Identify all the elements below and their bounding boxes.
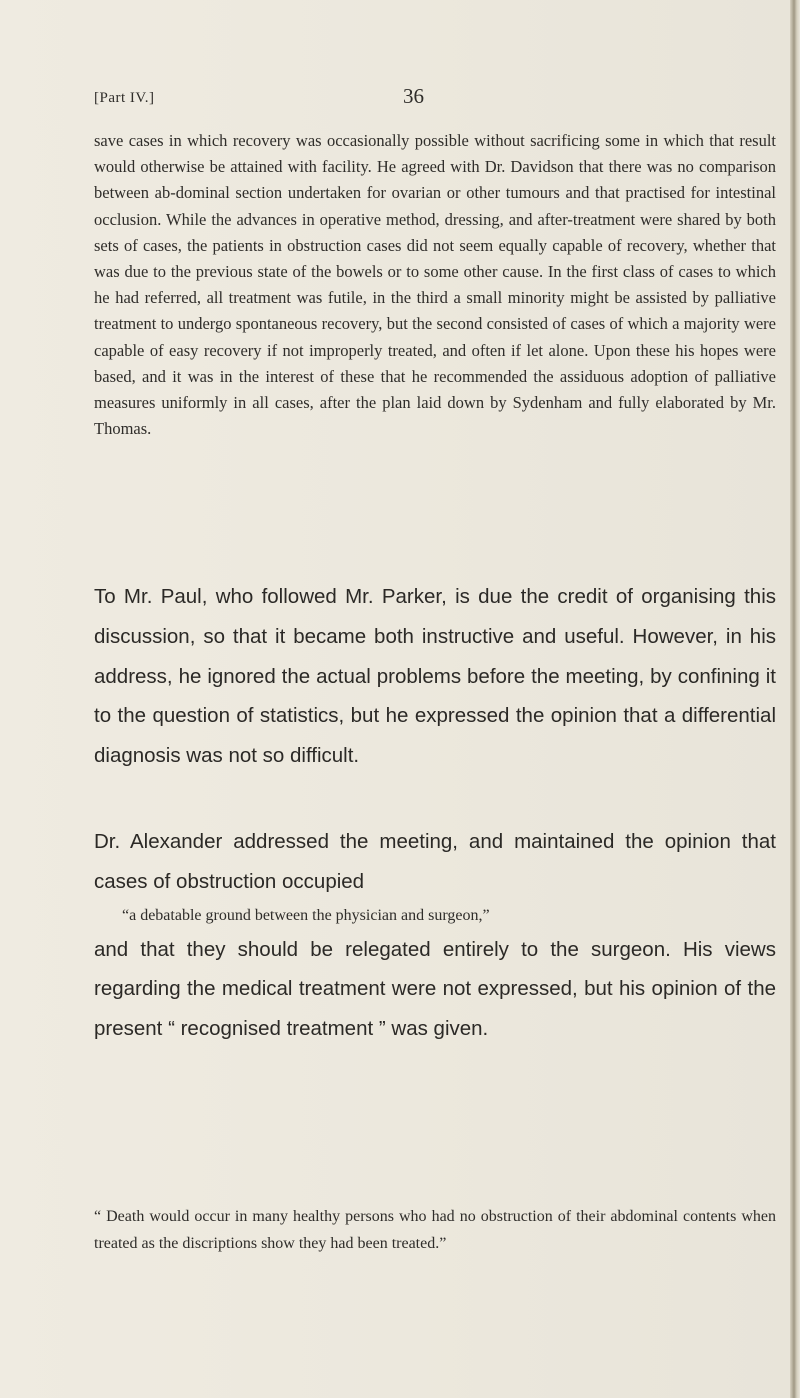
page-number: 36 — [403, 84, 424, 108]
paragraph-4-block — [94, 1203, 776, 1257]
page-header — [94, 84, 774, 114]
paragraph-3: Dr. Alexander addressed the meeting, and maintained the opinion that cases of obstruction occupied — [94, 830, 776, 893]
paragraph-2-block — [94, 577, 776, 776]
paragraph-2: To Mr. Paul, who followed Mr. Parker, is due the credit of organising this discussion, so that it became both instructive and useful. However, in his address, he ignored the actual problems before the meeting, by confining it to the question of statistics, but he expressed the opinion that a differential diagnosis was not so difficult. — [94, 585, 776, 768]
paragraph-3-quote: “a debatable ground between the physician and surgeon,” — [122, 906, 490, 924]
running-head: [Part IV.] — [94, 90, 155, 106]
paragraph-4: “ Death would occur in many healthy persons who had no obstruction of their abdominal contents when treated as the discriptions show they had been treated.” — [94, 1208, 776, 1252]
paragraph-1: save cases in which recovery was occasionally possible without sacrificing some in which that result would otherwise be attained with facility. He agreed with Dr. Davidson that there was no comparison between ab-dominal section undertaken for ovarian or other tumours and that practised for intestinal occlusion. While the advances in operative method, dressing, and after-treatment were shared by both sets of cases, the patients in obstruction cases did not seem equally capable of recovery, whether that was due to the previous state of the bowels or to some other cause. In the first class of cases to which he had referred, all treatment was futile, in the third a small minority might be assisted by palliative treatment to undergo spontaneous recovery, but the second consisted of cases of which a majority were capable of easy recovery if not improperly treated, and often if let alone. Upon these his hopes were based, and it was in the interest of these that he recommended the assiduous adoption of palliative measures uniformly in all cases, after the plan laid down by Sydenham and fully elaborated by Mr. Thomas. — [94, 131, 776, 439]
paragraph-1-block — [94, 128, 776, 442]
paragraph-3-block — [94, 822, 776, 1049]
page-edge — [790, 0, 800, 1398]
paragraph-3-continued: and that they should be relegated entirely to the surgeon. His views regarding the medical treatment were not expressed, but his opinion of the present “ recognised treatment ” was given. — [94, 937, 776, 1041]
